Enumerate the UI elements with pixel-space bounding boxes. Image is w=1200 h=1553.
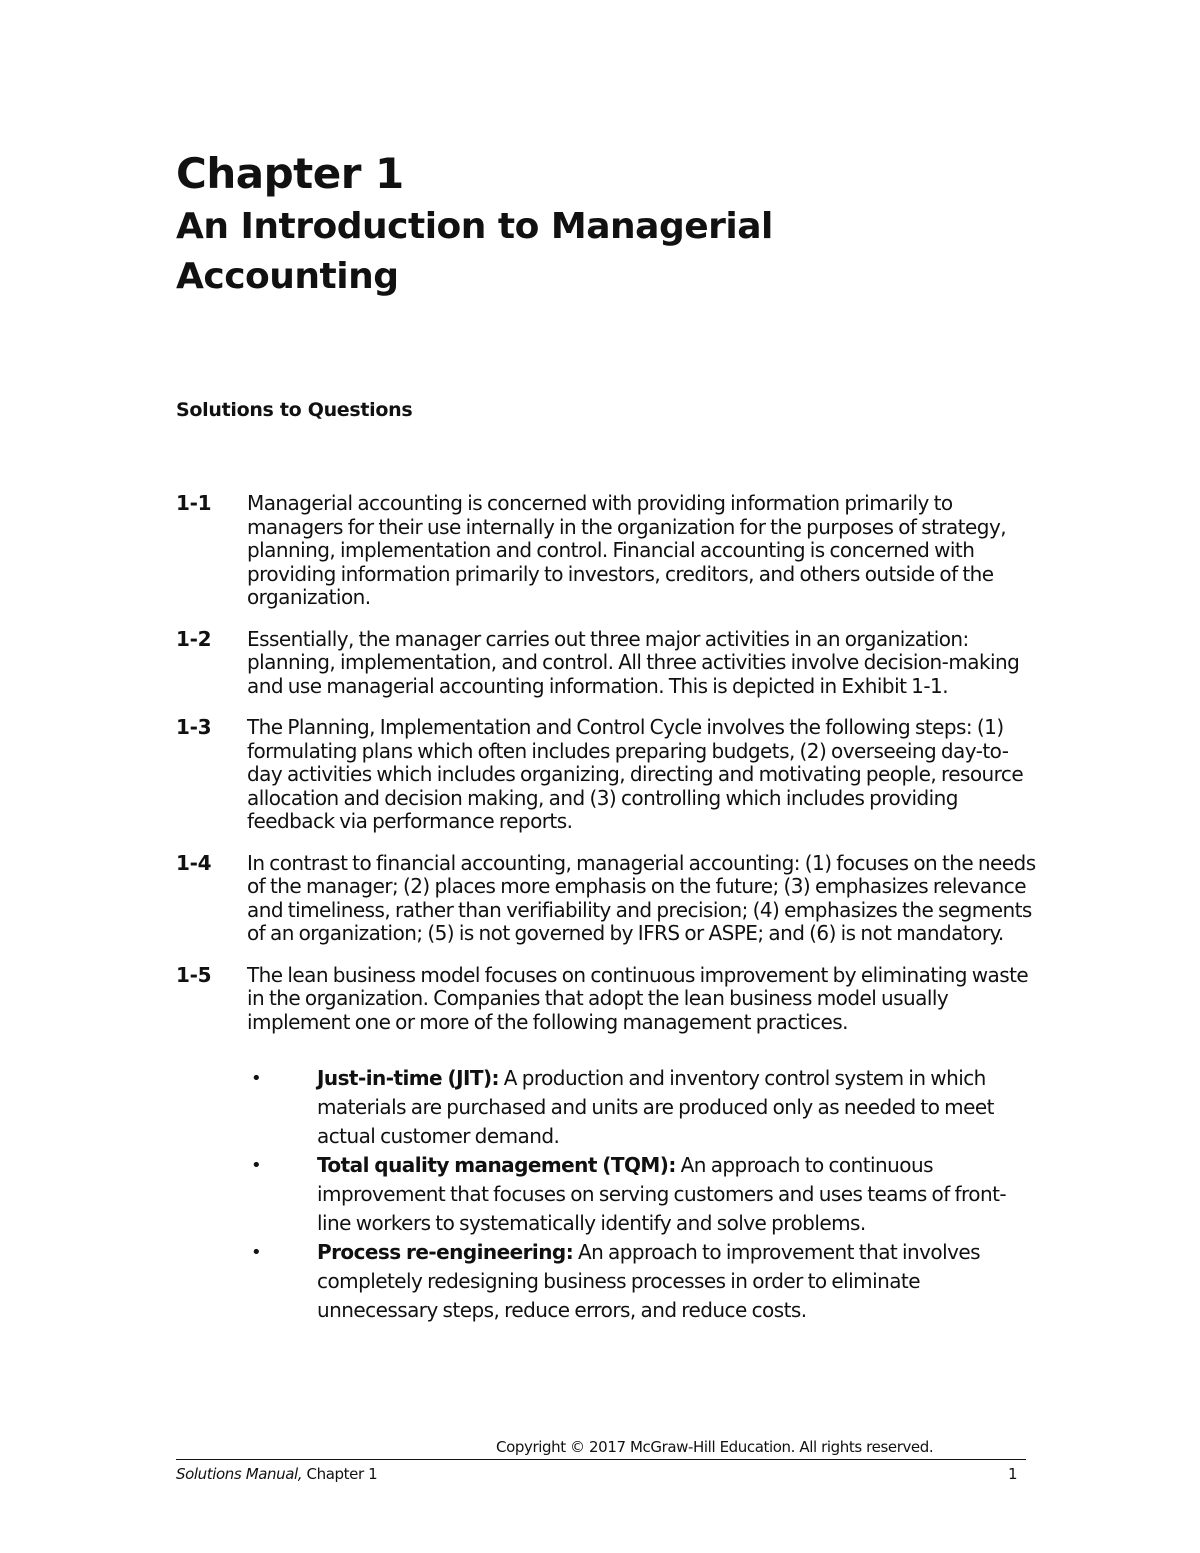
question-1-2 [176,628,1036,699]
question-answer-text: Managerial accounting is concerned with providing information primarily to managers for their use internally in the organization for the purposes of strategy, planning, implementation and control. Financial accounting is concerned with providing information primarily to investors, creditors, and others outside of the organization. [247,491,1007,609]
bullet-icon: • [251,1068,262,1089]
question-number: 1-2 [176,626,212,651]
list-item [247,1064,1036,1151]
lean-practices-list [247,1064,1036,1325]
question-answer-text: The lean business model focuses on continuous improvement by eliminating waste in the organization. Companies that adopt the lean business model usually implement one or more of the following management practices. [247,962,1029,1034]
list-item-body [317,1151,1036,1238]
question-1-5 [176,964,1036,1326]
question-list [176,492,1036,1343]
question-1-4 [176,852,1036,946]
footer-divider [176,1459,1026,1460]
list-item-term: Total quality management (TQM): [317,1153,676,1177]
question-answer-text: Essentially, the manager carries out three major activities in an organization: planning, implementation, and control. All three activities involve decision-making and use managerial accounting information. This is depicted in Exhibit 1-1. [247,626,1020,698]
list-item-text: An approach to improvement that involves completely redesigning business processes in order to eliminate unnecessary steps, reduce errors, and reduce costs. [317,1240,981,1322]
question-answer-text: The Planning, Implementation and Control Cycle involves the following steps: (1) formulating plans which often includes preparing budgets, (2) overseeing day-to-day activities which includes organizing, directing and motivating people, resource allocation and decision making, and (3) controlling which includes providing feedback via performance reports. [247,715,1024,833]
list-item-term: Process re-engineering: [317,1240,574,1264]
footer-copyright: Copyright © 2017 McGraw-Hill Education. All rights reserved. [496,1438,934,1456]
list-item-body [317,1238,1036,1325]
list-item-text: A production and inventory control system in which materials are purchased and units are produced only as needed to meet actual customer demand. [317,1066,994,1148]
footer-manual-title: Solutions Manual, [176,1465,303,1483]
section-heading: Solutions to Questions [176,399,413,421]
list-item-body [317,1064,1036,1151]
question-answer-block [247,964,1036,1326]
list-item-term: Just-in-time (JIT): [317,1066,499,1090]
question-number: 1-1 [176,491,212,515]
question-1-1 [176,492,1036,610]
chapter-subtitle: An Introduction to Managerial Accounting [176,206,773,297]
question-number: 1-4 [176,850,212,875]
bullet-icon: • [251,1155,262,1176]
list-item [247,1151,1036,1238]
footer-page-number: 1 [1008,1465,1018,1483]
chapter-title: Chapter 1 [176,149,404,198]
footer-chapter-label: Chapter 1 [302,1465,378,1483]
list-item-text: An approach to continuous improvement that focuses on serving customers and uses teams of front-line workers to systematically identify and solve problems. [317,1153,1007,1235]
question-number: 1-5 [176,962,212,987]
footer-running-title [176,1464,377,1484]
question-answer-text: In contrast to financial accounting, managerial accounting: (1) focuses on the needs of the manager; (2) places more emphasis on the future; (3) emphasizes relevance and timeliness, rather than verifiability and precision; (4) emphasizes the segments of an organization; (5) is not governed by IFRS or ASPE; and (6) is not mandatory. [247,850,1036,945]
bullet-icon: • [251,1242,262,1263]
question-number: 1-3 [176,715,212,739]
question-1-3 [176,716,1036,834]
list-item [247,1238,1036,1325]
